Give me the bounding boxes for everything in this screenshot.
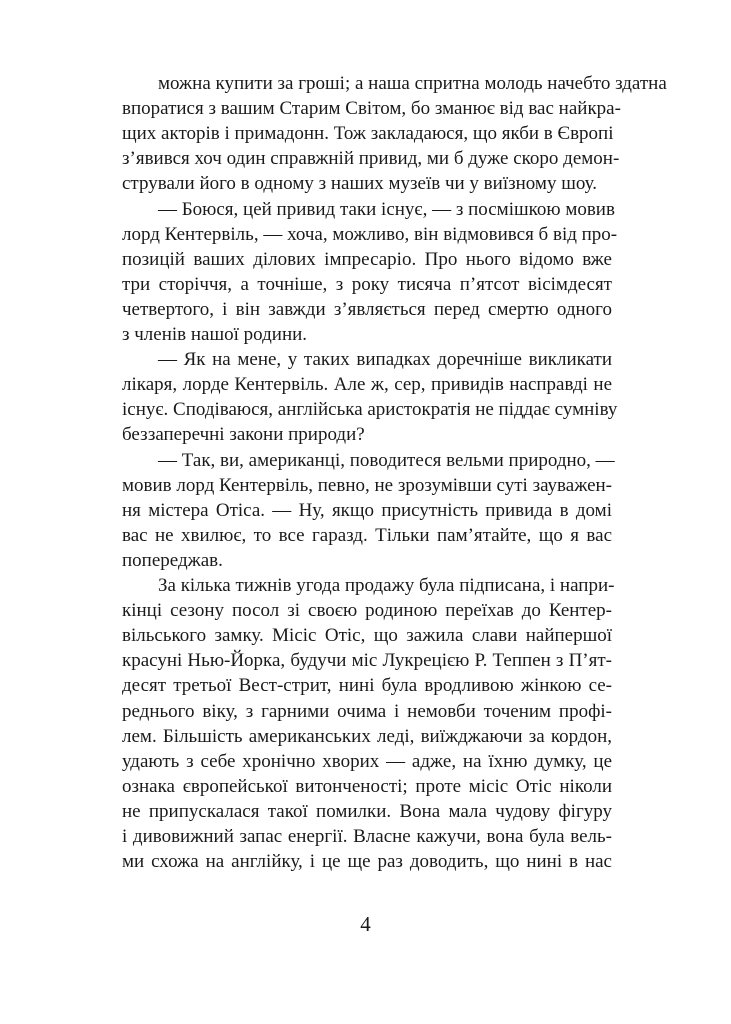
text-line: не припускалася такої помилки. Вона мала чудову фігуру <box>122 800 612 822</box>
text-line: лікаря, лорде Кентервіль. Але ж, сер, привидів насправді не <box>122 374 612 396</box>
text-line: десят третьої Вест-стрит, нині була вродливою жінкою се- <box>122 675 612 697</box>
text-line: і дивовижний запас енергії. Власне кажучи, вона була вель- <box>122 826 612 847</box>
text-line: позицій ваших ділових імпресаріо. Про нього відомо вже <box>122 248 612 270</box>
text-line: можна купити за гроші; а наша спритна молодь начебто здатна <box>158 73 667 94</box>
text-line: — Так, ви, американці, поводитеся вельми природно, — <box>158 449 615 471</box>
text-line: вільського замку. Місіс Отіс, що зажила слави найпершої <box>122 625 612 647</box>
text-line: впоратися з вашим Старим Світом, бо зманює від вас найкра- <box>122 98 621 120</box>
text-line: ознака європейської витонченості; проте місіс Отіс ніколи <box>122 775 612 797</box>
text-line: лорд Кентервіль, — хоча, можливо, він відмовився б від про- <box>122 223 618 245</box>
text-line: удають з себе хронічно хворих — адже, на їхню думку, це <box>122 750 612 772</box>
text-line: з членів нашої родини. <box>122 324 308 345</box>
text-line: щих акторів і примадонн. Тож закладаюся, що якби в Європі <box>122 123 614 145</box>
text-line: — Як на мене, у таких випадках доречніше викликати <box>158 349 612 371</box>
page-number: 4 <box>360 912 371 936</box>
text-line: три сторіччя, а точніше, з року тисяча п’ятсот вісімдесят <box>122 273 612 295</box>
text-line: з’явився хоч один справжній привид, ми б дуже скоро демон- <box>122 148 620 170</box>
text-line: беззаперечні закони природи? <box>122 424 365 446</box>
text-line: четвертого, і він завжди з’являється перед смертю одного <box>122 298 612 320</box>
text-line: вас не хвилює, то все гаразд. Тільки пам’ятайте, що я вас <box>122 524 612 546</box>
text-line: реднього віку, з гарними очима і немовби точеним профі- <box>122 700 612 722</box>
text-line: існує. Сподіваюся, англійська аристократія не піддає сумніву <box>122 399 618 421</box>
text-line: красуні Нью-Йорка, будучи міс Лукрецією Р. Теппен з П’ят- <box>122 650 612 672</box>
text-line: ня містера Отіса. — Ну, якщо присутність привида в домі <box>122 499 612 521</box>
text-line: кінці сезону посол зі своєю родиною переїхав до Кентер- <box>122 600 612 622</box>
text-line: попереджав. <box>122 549 223 571</box>
text-line: За кілька тижнів угода продажу була підписана, і напри- <box>158 575 615 596</box>
text-line: — Боюся, цей привид таки існує, — з посмішкою мовив <box>158 198 615 220</box>
text-line: мовив лорд Кентервіль, певно, не зрозумівши суті зауважен- <box>122 474 612 496</box>
text-line: ми схожа на англійку, і це ще раз доводить, що нині в нас <box>122 851 612 873</box>
text-line: лем. Більшість американських леді, виїжджаючи за кордон, <box>122 725 612 747</box>
text-line: стрували його в одному з наших музеїв чи у виїзному шоу. <box>122 173 597 195</box>
